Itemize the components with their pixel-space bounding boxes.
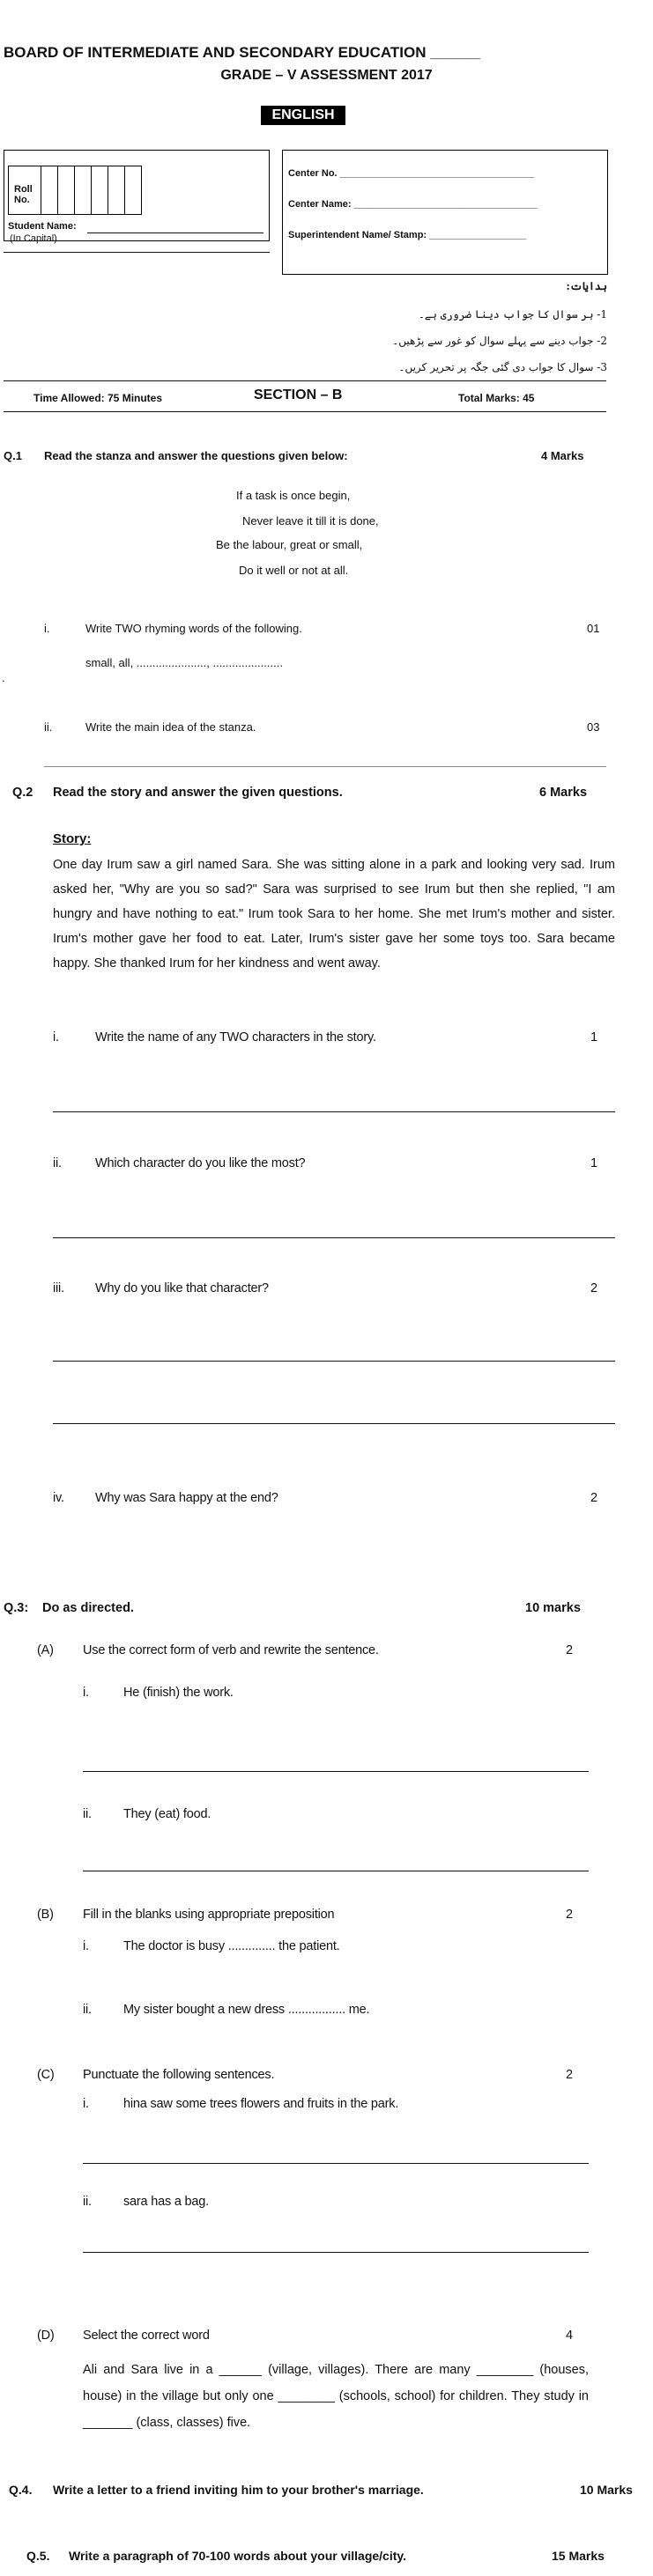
- q2-i-text: Write the name of any TWO characters in the story.: [95, 1030, 376, 1044]
- total-marks: Total Marks: 45: [458, 392, 535, 404]
- grade-title: GRADE – V ASSESSMENT 2017: [220, 68, 433, 83]
- q5-marks: 15 Marks: [552, 2549, 605, 2563]
- answer-line[interactable]: [83, 2163, 589, 2164]
- q4-marks: 10 Marks: [580, 2483, 633, 2497]
- story-title: Story:: [53, 831, 92, 846]
- q1-i-number: i.: [44, 622, 50, 635]
- q3a-label: (A): [37, 1643, 54, 1657]
- q3c-marks: 2: [566, 2068, 573, 2082]
- answer-line[interactable]: [53, 1237, 615, 1238]
- q3d-marks: 4: [566, 2329, 573, 2343]
- instruction-1: 1- ہر سوال کا جواب دینا ضروری ہے۔: [418, 308, 607, 321]
- stanza-line: If a task is once begin,: [236, 489, 351, 502]
- q3a-marks: 2: [566, 1643, 573, 1657]
- q4-text: Write a letter to a friend inviting him to your brother's marriage.: [53, 2483, 424, 2497]
- center-name-field[interactable]: Center Name: __________________________________: [288, 199, 538, 210]
- q1-i-marks: 01: [587, 622, 600, 635]
- answer-line[interactable]: [44, 766, 606, 767]
- q3b-ii-number: ii.: [83, 2003, 92, 2017]
- q1-i-text: Write TWO rhyming words of the following.: [85, 622, 302, 635]
- q3b-text: Fill in the blanks using appropriate preposition: [83, 1908, 335, 1922]
- student-name-label: Student Name:: [8, 221, 77, 232]
- q3a-ii-number: ii.: [83, 1807, 92, 1821]
- story-text: One day Irum saw a girl named Sara. She was sitting alone in a park and looking very sad. Irum asked her, "Why are you so sad?" Sara was surprised to see Irum but then she replied, "I am hungry and have nothing to eat." Irum took Sara to her home. She met Irum's mother and sister. Irum's mother gave her food to eat. Later, Irum's sister gave her some toys too. Sara became happy. She thanked Irum for her kindness and went away.: [53, 858, 615, 971]
- q3c-i-number: i.: [83, 2097, 89, 2111]
- roll-cell[interactable]: [41, 166, 57, 214]
- q3b-ii-text[interactable]: My sister bought a new dress ................. me.: [123, 2003, 370, 2017]
- q2-iv-number: iv.: [53, 1491, 64, 1505]
- q2-iv-marks: 2: [590, 1491, 597, 1505]
- q3b-label: (B): [37, 1908, 54, 1922]
- stray-dot: .: [2, 671, 5, 684]
- center-info-box: [282, 150, 608, 275]
- q3c-ii-text: sara has a bag.: [123, 2195, 209, 2209]
- q3d-label: (D): [37, 2329, 55, 2343]
- q2-text: Read the story and answer the given questions.: [53, 786, 343, 800]
- in-capital-note: (In Capital): [10, 233, 57, 244]
- answer-line[interactable]: [83, 2252, 589, 2253]
- board-title: BOARD OF INTERMEDIATE AND SECONDARY EDUCATION ______: [4, 44, 480, 61]
- roll-cell[interactable]: [74, 166, 91, 214]
- section-top-rule: [4, 380, 606, 381]
- instruction-3: 3- سوال کا جواب دی گئی جگہ پر تحریر کریں۔: [398, 361, 607, 373]
- q3c-text: Punctuate the following sentences.: [83, 2068, 275, 2082]
- q5-text: Write a paragraph of 70-100 words about your village/city.: [69, 2549, 407, 2563]
- q2-ii-marks: 1: [590, 1156, 597, 1170]
- q3-text: Do as directed.: [42, 1601, 134, 1615]
- q4-number: Q.4.: [9, 2483, 33, 2497]
- q3d-text: Select the correct word: [83, 2329, 210, 2343]
- q3c-ii-number: ii.: [83, 2195, 92, 2209]
- q3b-i-number: i.: [83, 1939, 89, 1953]
- q3c-label: (C): [37, 2068, 55, 2082]
- q2-iv-text: Why was Sara happy at the end?: [95, 1491, 278, 1505]
- answer-line[interactable]: [53, 1361, 615, 1362]
- q2-number: Q.2: [12, 786, 33, 800]
- answer-line[interactable]: [53, 1423, 615, 1424]
- roll-cell[interactable]: [57, 166, 74, 214]
- answer-line[interactable]: [53, 1111, 615, 1112]
- center-no-field[interactable]: Center No. ____________________________________: [288, 168, 534, 179]
- q3c-i-text: hina saw some trees flowers and fruits in the park.: [123, 2097, 399, 2111]
- q2-ii-text: Which character do you like the most?: [95, 1156, 306, 1170]
- q3b-i-text[interactable]: The doctor is busy .............. the patient.: [123, 1939, 340, 1953]
- stanza-line: Be the labour, great or small,: [216, 538, 363, 551]
- q3d-paragraph[interactable]: Ali and Sara live in a ______ (village, villages). There are many ________ (houses, house) in the village but only one ________ (schools, school) for children. They study in _______ (class, classes) five.: [83, 2363, 589, 2430]
- q3b-marks: 2: [566, 1908, 573, 1922]
- roll-no-grid: [8, 166, 142, 215]
- divider: [4, 252, 270, 253]
- q2-iii-marks: 2: [590, 1281, 597, 1295]
- student-info-box: [4, 150, 270, 244]
- superintendent-field[interactable]: Superintendent Name/ Stamp: __________________: [288, 230, 527, 240]
- instructions-title: ہدایات:: [566, 280, 607, 292]
- roll-cell[interactable]: [108, 166, 124, 214]
- q2-i-number: i.: [53, 1030, 59, 1044]
- q3-number: Q.3:: [4, 1601, 29, 1615]
- q2-iii-number: iii.: [53, 1281, 64, 1295]
- q1-marks: 4 Marks: [541, 449, 584, 462]
- q2-i-marks: 1: [590, 1030, 597, 1044]
- roll-no-label: Roll No.: [14, 184, 33, 205]
- q1-ii-number: ii.: [44, 720, 53, 734]
- q1-text: Read the stanza and answer the questions given below:: [44, 449, 348, 462]
- section-title: SECTION – B: [254, 388, 343, 402]
- subject-badge: ENGLISH: [261, 106, 345, 125]
- q3a-i-text: He (finish) the work.: [123, 1686, 234, 1700]
- section-bottom-rule: [4, 411, 606, 412]
- q1-ii-text: Write the main idea of the stanza.: [85, 720, 256, 734]
- instruction-2: 2- جواب دینے سے پہلے سوال کو غور سے پڑھیں۔: [392, 335, 607, 347]
- rhyming-blanks[interactable]: small, all, ......................, ......................: [85, 656, 283, 669]
- q5-number: Q.5.: [26, 2549, 50, 2563]
- stanza-line: Never leave it till it is done,: [242, 514, 379, 528]
- time-allowed: Time Allowed: 75 Minutes: [33, 392, 163, 404]
- q3a-ii-text: They (eat) food.: [123, 1807, 211, 1821]
- stanza-line: Do it well or not at all.: [239, 564, 349, 577]
- q3a-text: Use the correct form of verb and rewrite the sentence.: [83, 1643, 379, 1657]
- q3a-i-number: i.: [83, 1686, 89, 1700]
- roll-cell[interactable]: [124, 166, 141, 214]
- q3-marks: 10 marks: [525, 1601, 581, 1615]
- answer-line[interactable]: [83, 1771, 589, 1772]
- q1-number: Q.1: [4, 449, 22, 462]
- q1-ii-marks: 03: [587, 720, 600, 734]
- q2-iii-text: Why do you like that character?: [95, 1281, 269, 1295]
- q2-ii-number: ii.: [53, 1156, 62, 1170]
- roll-cell[interactable]: [91, 166, 108, 214]
- q2-marks: 6 Marks: [539, 786, 588, 800]
